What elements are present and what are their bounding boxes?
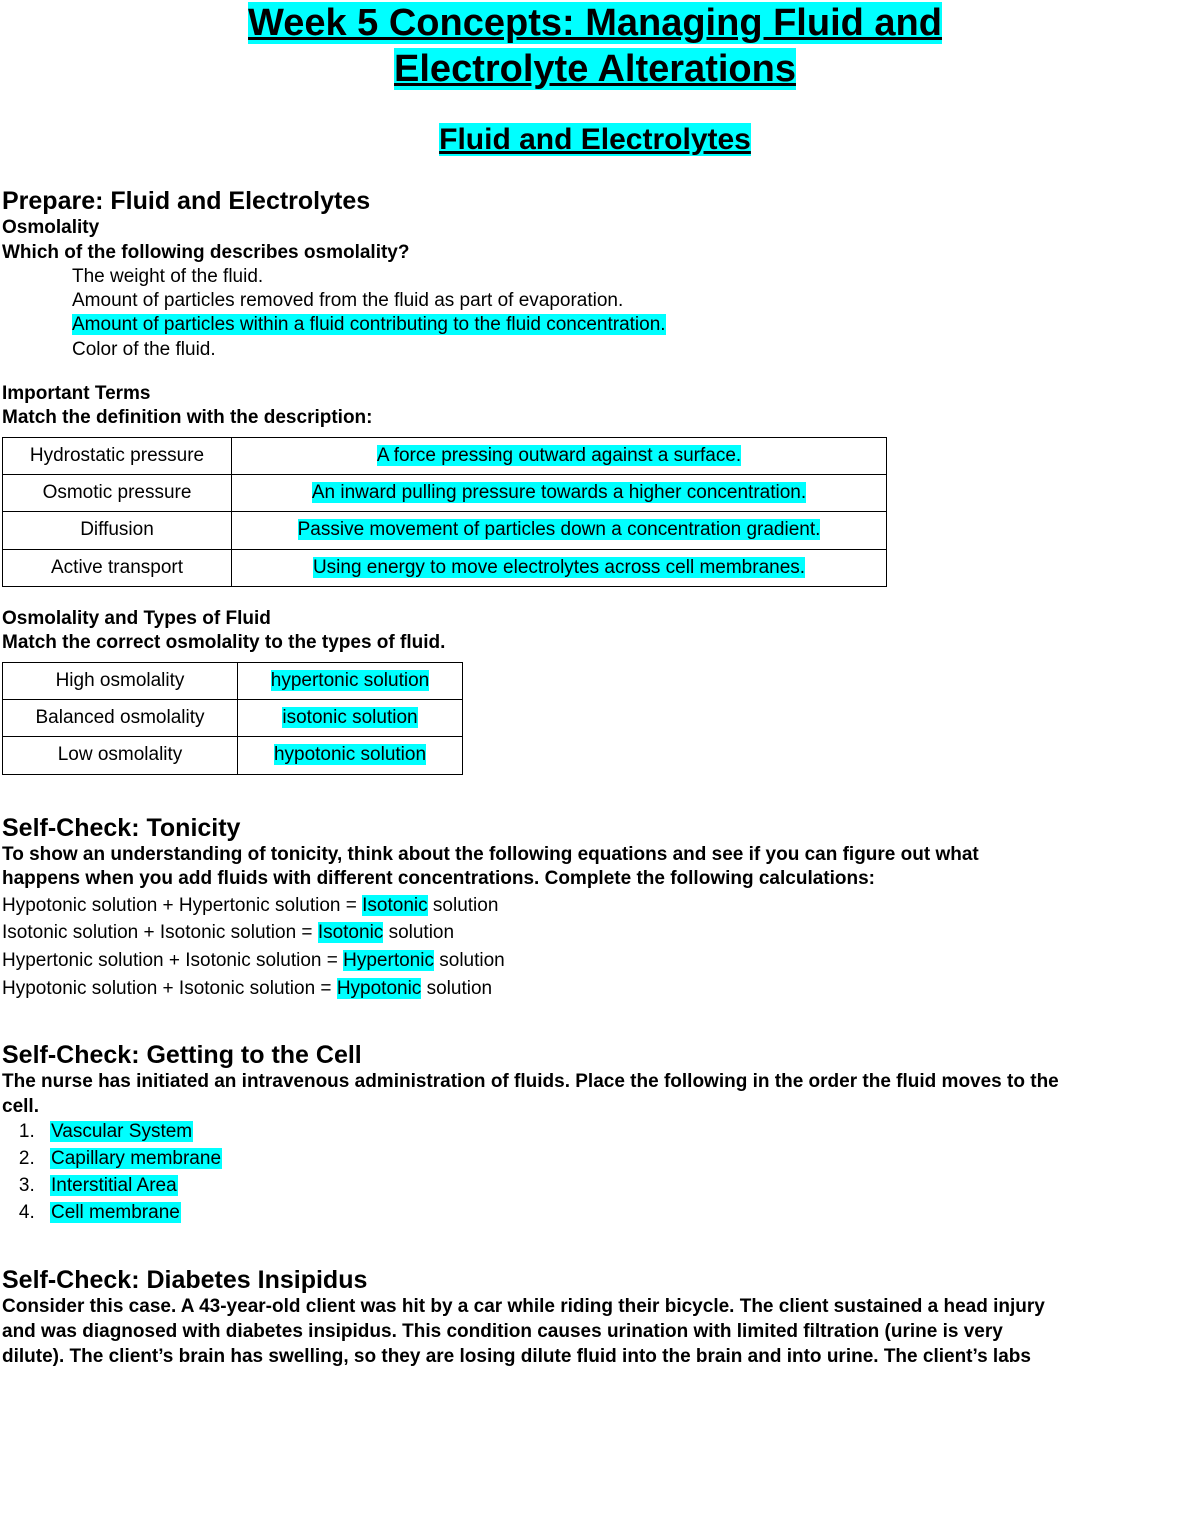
important-terms-table xyxy=(2,437,887,587)
definition-text: An inward pulling pressure towards a higher concentration. xyxy=(311,482,807,504)
table-row xyxy=(3,512,887,549)
option-item xyxy=(72,313,1188,337)
option-text: Color of the fluid. xyxy=(72,338,216,360)
section-title xyxy=(2,121,1188,159)
definition-cell xyxy=(232,437,887,474)
spacer xyxy=(2,158,1188,168)
equation-suffix: solution xyxy=(383,922,455,944)
osmolality-types-heading: Osmolality and Types of Fluid xyxy=(2,607,271,629)
option-item xyxy=(72,289,1188,313)
definition-text: hypertonic solution xyxy=(270,669,430,691)
diabetes-insipidus-line-1: Consider this case. A 43-year-old client was hit by a car while riding their bicycle. The client sustained a head injury xyxy=(2,1296,1045,1318)
list-item xyxy=(40,1200,1188,1227)
definition-cell xyxy=(238,737,463,774)
definition-cell xyxy=(238,699,463,736)
option-text: The weight of the fluid. xyxy=(72,265,264,287)
term-cell: Active transport xyxy=(3,549,232,586)
list-item-label: Capillary membrane xyxy=(51,1148,222,1170)
tonicity-heading: Self-Check: Tonicity xyxy=(2,813,241,842)
getting-to-cell-instruction-line-2: cell. xyxy=(2,1095,39,1117)
diabetes-insipidus-line-3: dilute). The client’s brain has swelling, so they are losing dilute fluid into the brain and into urine. The client’s labs xyxy=(2,1345,1031,1367)
equation-answer: Isotonic xyxy=(317,922,384,944)
definition-text: hypotonic solution xyxy=(273,744,427,766)
important-terms-instruction: Match the definition with the description: xyxy=(2,407,373,429)
important-terms-heading: Important Terms xyxy=(2,383,151,405)
table-row xyxy=(3,549,887,586)
equation-suffix: solution xyxy=(421,977,493,999)
list-item-label: Cell membrane xyxy=(51,1202,180,1224)
term-cell: Diffusion xyxy=(3,512,232,549)
option-text-highlighted: Amount of particles within a fluid contributing to the fluid concentration. xyxy=(72,314,666,336)
spacer xyxy=(2,587,1188,607)
equation-answer: Isotonic xyxy=(362,894,428,916)
equation-prefix: Hypotonic solution + Isotonic solution = xyxy=(2,977,337,999)
option-item xyxy=(72,338,1188,362)
option-text: Amount of particles removed from the fluid as part of evaporation. xyxy=(72,290,624,312)
table-row xyxy=(3,475,887,512)
equation-line xyxy=(2,919,1188,947)
list-item-label: Interstitial Area xyxy=(51,1175,177,1197)
list-item xyxy=(40,1146,1188,1173)
term-cell: High osmolality xyxy=(3,662,238,699)
definition-text: Passive movement of particles down a concentration gradient. xyxy=(297,519,821,541)
equation-line xyxy=(2,975,1188,1003)
table-row xyxy=(3,662,463,699)
term-cell: Low osmolality xyxy=(3,737,238,774)
table-row xyxy=(3,737,463,774)
page-title xyxy=(2,0,1188,93)
getting-to-cell-heading: Self-Check: Getting to the Cell xyxy=(2,1041,362,1070)
diabetes-insipidus-line-2: and was diagnosed with diabetes insipidus. This condition causes urination with limited filtration (urine is very xyxy=(2,1321,1003,1343)
definition-text: isotonic solution xyxy=(282,706,418,728)
page-title-line-2: Electrolyte Alterations xyxy=(394,48,796,91)
equation-prefix: Hypotonic solution + Hypertonic solution = xyxy=(2,894,363,916)
definition-cell xyxy=(232,512,887,549)
term-cell: Osmotic pressure xyxy=(3,475,232,512)
equation-answer: Hypertonic xyxy=(343,950,434,971)
page-title-line-1: Week 5 Concepts: Managing Fluid and xyxy=(248,2,942,44)
equation-line xyxy=(2,892,1188,920)
term-cell: Balanced osmolality xyxy=(3,699,238,736)
equation-answer: Hypotonic xyxy=(336,977,422,999)
definition-cell xyxy=(232,475,887,512)
spacer xyxy=(2,1002,1188,1022)
spacer xyxy=(2,362,1188,382)
table-row xyxy=(3,437,887,474)
term-cell: Hydrostatic pressure xyxy=(3,437,232,474)
equation-suffix: solution xyxy=(427,894,499,916)
osmolality-types-instruction: Match the correct osmolality to the types of fluid. xyxy=(2,632,446,654)
definition-text: Using energy to move electrolytes across cell membranes. xyxy=(312,556,806,578)
osmolality-question: Which of the following describes osmolality? xyxy=(2,241,410,263)
tonicity-equations xyxy=(2,892,1188,1002)
diabetes-insipidus-heading: Self-Check: Diabetes Insipidus xyxy=(2,1266,368,1295)
getting-to-cell-instruction-line-1: The nurse has initiated an intravenous administration of fluids. Place the following in the order the fluid moves to the xyxy=(2,1071,1059,1093)
list-item-label: Vascular System xyxy=(51,1121,193,1143)
equation-suffix: solution xyxy=(433,950,505,971)
getting-to-cell-list xyxy=(2,1119,1188,1227)
spacer xyxy=(2,1227,1188,1247)
equation-line xyxy=(2,947,1188,975)
list-item xyxy=(40,1173,1188,1200)
list-item xyxy=(40,1119,1188,1146)
osmolality-subheading: Osmolality xyxy=(2,217,100,239)
osmolality-options xyxy=(72,265,1188,362)
option-item xyxy=(72,265,1188,289)
equation-prefix: Hypertonic solution + Isotonic solution = xyxy=(2,950,344,971)
definition-cell xyxy=(232,549,887,586)
definition-text: A force pressing outward against a surface. xyxy=(376,444,742,466)
equation-prefix: Isotonic solution + Isotonic solution = xyxy=(2,922,318,944)
section-title-text: Fluid and Electrolytes xyxy=(439,122,751,156)
tonicity-instruction-line-2: happens when you add fluids with different concentrations. Complete the following calculations: xyxy=(2,868,876,890)
tonicity-instruction-line-1: To show an understanding of tonicity, think about the following equations and see if you can figure out what xyxy=(2,843,979,865)
table-row xyxy=(3,699,463,736)
osmolality-types-table xyxy=(2,662,463,775)
spacer xyxy=(2,775,1188,795)
definition-cell xyxy=(238,662,463,699)
prepare-heading: Prepare: Fluid and Electrolytes xyxy=(2,187,371,216)
